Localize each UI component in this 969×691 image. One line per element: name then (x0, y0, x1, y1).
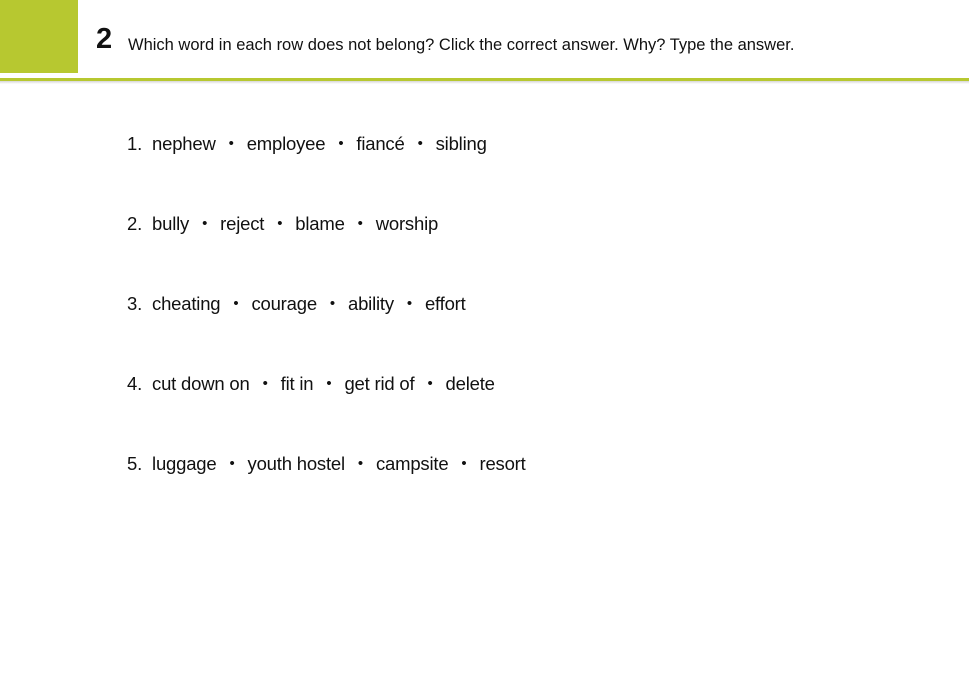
word-option[interactable]: reject (220, 213, 265, 234)
bullet-separator: • (228, 135, 234, 152)
word-option[interactable]: cheating (152, 293, 221, 314)
bullet-separator: • (357, 455, 363, 472)
bullet-separator: • (262, 375, 268, 392)
word-option[interactable]: worship (375, 213, 439, 234)
row-number: 2. (127, 213, 143, 234)
bullet-separator: • (326, 375, 332, 392)
word-option[interactable]: get rid of (344, 373, 415, 394)
bullet-separator: • (202, 215, 208, 232)
row-number: 1. (127, 133, 143, 154)
word-option[interactable]: cut down on (152, 373, 250, 394)
bullet-separator: • (461, 455, 467, 472)
word-option[interactable]: fiancé (356, 133, 405, 154)
word-option[interactable]: youth hostel (247, 453, 345, 474)
header-shadow (0, 81, 969, 84)
row-number: 5. (127, 453, 143, 474)
word-row (127, 451, 527, 531)
bullet-separator: • (338, 135, 344, 152)
word-option[interactable]: fit in (280, 373, 314, 394)
exercise-header (0, 0, 969, 84)
word-option[interactable]: nephew (152, 133, 216, 154)
word-rows (127, 131, 527, 531)
word-option[interactable]: resort (479, 453, 526, 474)
exercise-number: 2 (96, 23, 113, 55)
bullet-separator: • (357, 215, 363, 232)
word-option[interactable]: courage (251, 293, 317, 314)
word-option[interactable]: campsite (375, 453, 449, 474)
bullet-separator: • (233, 295, 239, 312)
word-option[interactable]: blame (295, 213, 345, 234)
word-option[interactable]: luggage (152, 453, 217, 474)
word-option[interactable]: ability (347, 293, 394, 314)
word-option[interactable]: delete (445, 373, 495, 394)
word-option[interactable]: employee (246, 133, 326, 154)
word-row (127, 291, 527, 371)
row-number: 4. (127, 373, 143, 394)
word-row (127, 131, 527, 211)
bullet-separator: • (406, 295, 412, 312)
row-number: 3. (127, 293, 143, 314)
word-option[interactable]: effort (424, 293, 466, 314)
bullet-separator: • (329, 295, 335, 312)
accent-block (0, 0, 78, 73)
word-row (127, 371, 527, 451)
word-option[interactable]: sibling (435, 133, 487, 154)
bullet-separator: • (417, 135, 423, 152)
word-row (127, 211, 527, 291)
word-option[interactable]: bully (152, 213, 190, 234)
bullet-separator: • (427, 375, 433, 392)
bullet-separator: • (277, 215, 283, 232)
exercise-instruction: Which word in each row does not belong? Click the correct answer. Why? Type the answer. (128, 36, 795, 54)
bullet-separator: • (229, 455, 235, 472)
